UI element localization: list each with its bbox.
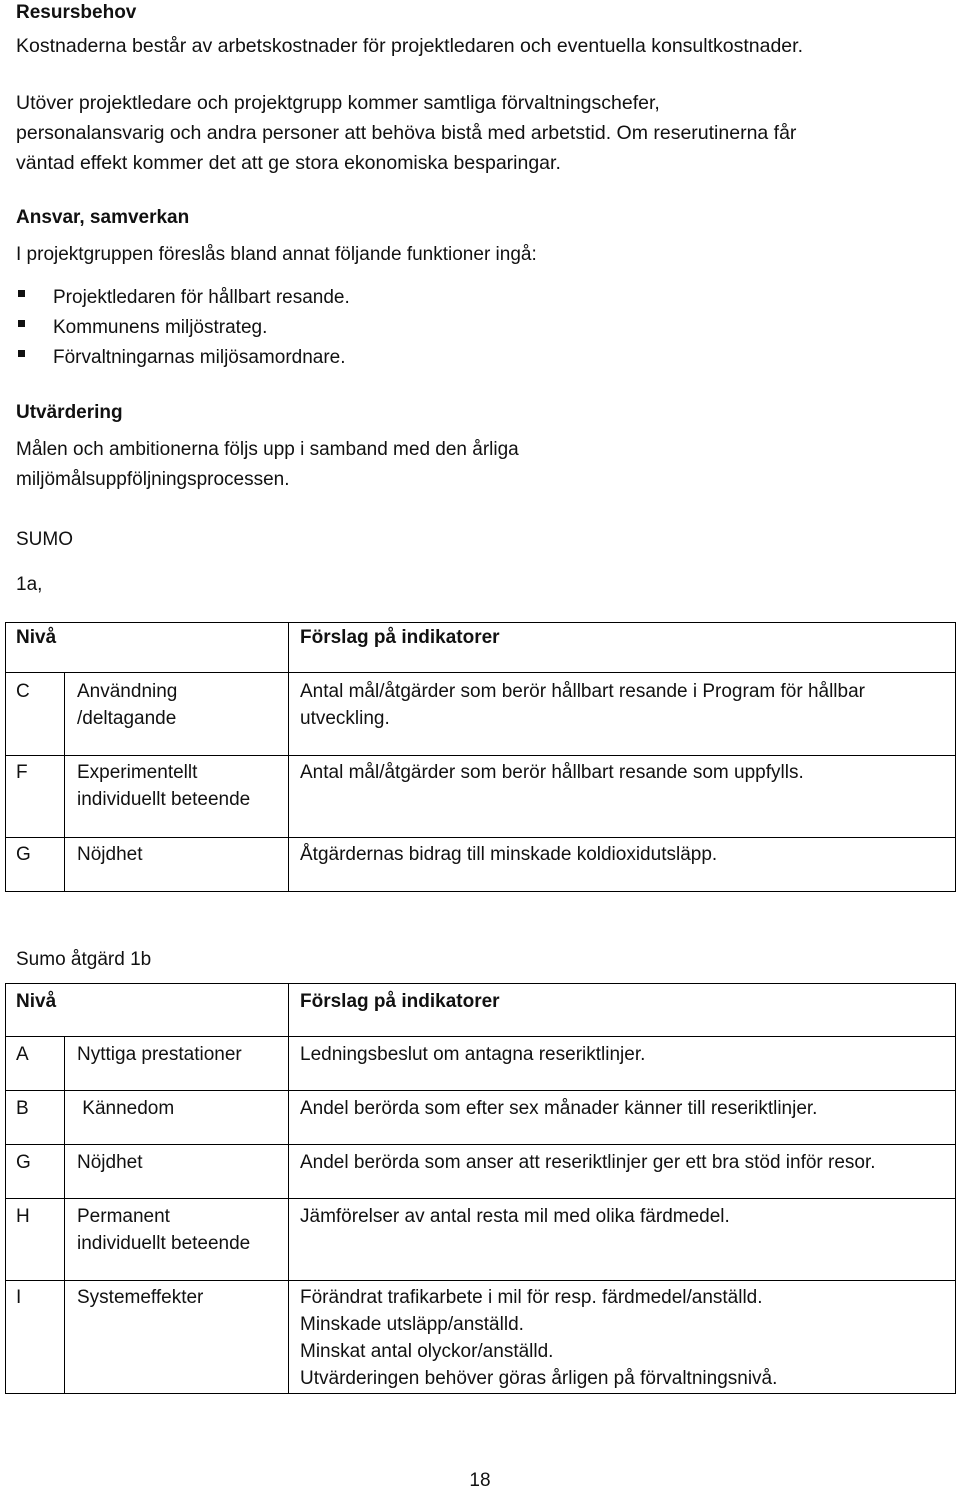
paragraph-resources-line-1: Utöver projektledare och projektgrupp kommer samtliga förvaltningschefer, — [16, 92, 660, 114]
level-name: Systemeffekter — [77, 1287, 204, 1308]
table-row-divider — [5, 1144, 956, 1145]
level-name: Experimentellt — [77, 762, 198, 783]
table-border-right — [955, 983, 956, 1394]
table-header-level: Nivå — [16, 627, 57, 648]
table-border-bottom — [5, 891, 956, 892]
list-item: Projektledaren för hållbart resande. — [53, 287, 350, 308]
table-column-divider — [64, 1036, 65, 1394]
indicator-text: Andel berörda som anser att reseriktlinjer ger ett bra stöd inför resor. — [300, 1152, 876, 1173]
paragraph-costs: Kostnaderna består av arbetskostnader för projektledaren och eventuella konsultkostnader. — [16, 35, 803, 57]
paragraph-evaluation-line-2: miljömålsuppföljningsprocessen. — [16, 469, 290, 490]
bullet-marker — [18, 350, 25, 357]
level-name: Permanent — [77, 1206, 170, 1227]
table-row-divider — [5, 755, 956, 756]
table-column-divider — [288, 983, 289, 1394]
indicator-text: Ledningsbeslut om antagna reseriktlinjer. — [300, 1044, 646, 1065]
level-name: Nyttiga prestationer — [77, 1044, 242, 1065]
table-header-indicators: Förslag på indikatorer — [300, 627, 500, 648]
paragraph-evaluation-line-1: Målen och ambitionerna följs upp i samband med den årliga — [16, 439, 519, 460]
table-column-divider — [64, 672, 65, 892]
indicator-text: Åtgärdernas bidrag till minskade koldioxidutsläpp. — [300, 844, 718, 865]
page-number: 18 — [469, 1470, 491, 1491]
table-row-divider — [5, 1280, 956, 1281]
table-row-divider — [5, 1090, 956, 1091]
list-item: Kommunens miljöstrateg. — [53, 317, 268, 338]
level-code: G — [16, 1152, 31, 1173]
level-name: Nöjdhet — [77, 844, 143, 865]
indicator-text: Minskat antal olyckor/anställd. — [300, 1341, 554, 1362]
table-border-top — [5, 983, 956, 984]
level-name: individuellt beteende — [77, 1233, 251, 1254]
indicator-text: Utvärderingen behöver göras årligen på förvaltningsnivå. — [300, 1368, 778, 1389]
level-code: B — [16, 1098, 29, 1119]
section-heading-resursbehov: Resursbehov — [16, 2, 137, 23]
table-border-left — [5, 622, 6, 892]
level-name: Användning — [77, 681, 178, 702]
section-heading-utvardering: Utvärdering — [16, 402, 123, 423]
table-border-bottom — [5, 1393, 956, 1394]
level-name: Kännedom — [77, 1098, 175, 1119]
level-code: C — [16, 681, 30, 702]
table-caption: Sumo åtgärd 1b — [16, 949, 152, 970]
sumo-label: SUMO — [16, 529, 73, 550]
table-row-divider — [5, 1036, 956, 1037]
section-heading-ansvar: Ansvar, samverkan — [16, 207, 190, 228]
paragraph-resources-line-3: väntad effekt kommer det att ge stora ekonomiska besparingar. — [16, 152, 561, 174]
indicator-text: Antal mål/åtgärder som berör hållbart resande i Program för hållbar — [300, 681, 865, 702]
table-border-top — [5, 622, 956, 623]
indicator-text: Andel berörda som efter sex månader känner till reseriktlinjer. — [300, 1098, 818, 1119]
level-code: H — [16, 1206, 30, 1227]
level-name: individuellt beteende — [77, 789, 251, 810]
table-header-indicators: Förslag på indikatorer — [300, 991, 500, 1012]
sumo-sublabel: 1a, — [16, 574, 43, 595]
indicator-text: Antal mål/åtgärder som berör hållbart resande som uppfylls. — [300, 762, 804, 783]
table-header-level: Nivå — [16, 991, 57, 1012]
paragraph-resources-line-2: personalansvarig och andra personer att behöva bistå med arbetstid. Om reserutinerna får — [16, 122, 797, 144]
indicator-text: Jämförelser av antal resta mil med olika färdmedel. — [300, 1206, 730, 1227]
indicator-text: Förändrat trafikarbete i mil för resp. färdmedel/anställd. — [300, 1287, 763, 1308]
level-name: /deltagande — [77, 708, 177, 729]
bullet-marker — [18, 290, 25, 297]
bullet-marker — [18, 320, 25, 327]
level-name: Nöjdhet — [77, 1152, 143, 1173]
indicator-text: Minskade utsläpp/anställd. — [300, 1314, 524, 1335]
level-code: A — [16, 1044, 29, 1065]
level-code: G — [16, 844, 31, 865]
table-row-divider — [5, 1198, 956, 1199]
paragraph-project-group: I projektgruppen föreslås bland annat följande funktioner ingå: — [16, 244, 537, 265]
level-code: F — [16, 762, 28, 783]
level-code: I — [16, 1287, 22, 1308]
indicator-text: utveckling. — [300, 708, 390, 729]
table-column-divider — [288, 622, 289, 892]
table-border-left — [5, 983, 6, 1394]
table-row-divider — [5, 672, 956, 673]
table-row-divider — [5, 837, 956, 838]
table-border-right — [955, 622, 956, 892]
list-item: Förvaltningarnas miljösamordnare. — [53, 347, 346, 368]
